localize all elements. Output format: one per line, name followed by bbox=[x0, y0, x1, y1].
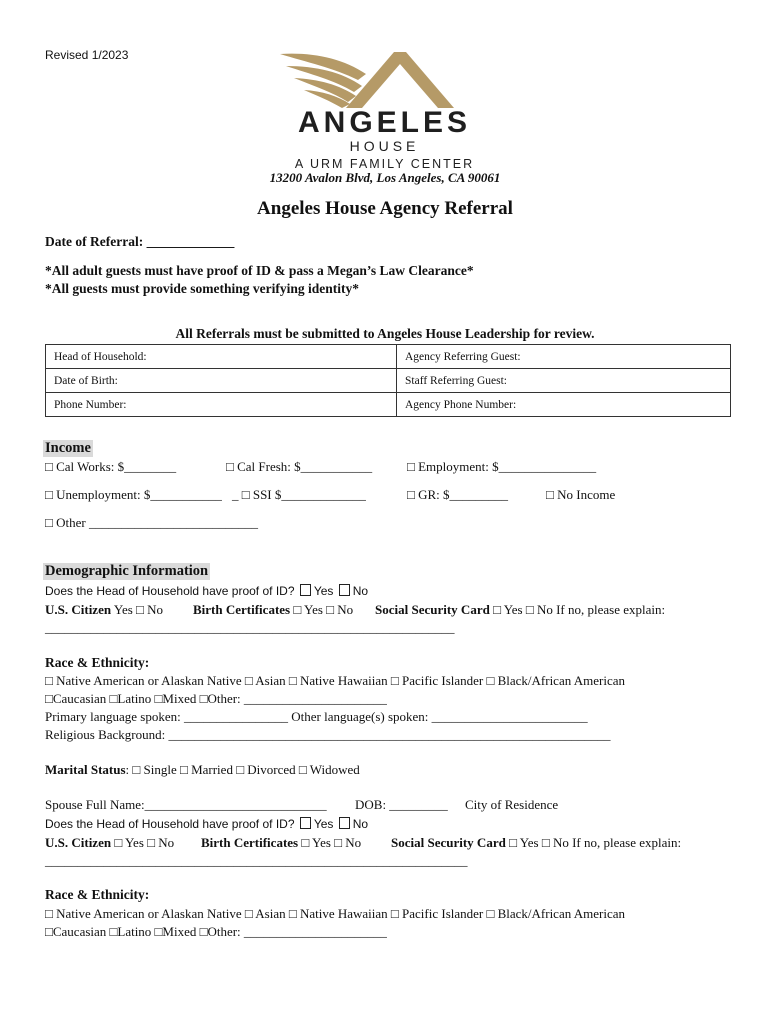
birth-cert-row bbox=[193, 602, 353, 618]
spouse-race-options-line-1[interactable]: □ Native American or Alaskan Native □ Asian □ Native Hawaiian □ Pacific Islander □ Black/African American bbox=[45, 906, 626, 921]
income-cal-works[interactable]: □ Cal Works: $________ bbox=[45, 459, 177, 474]
id-question: Does the Head of Household have proof of ID? bbox=[45, 584, 295, 598]
race-options-line-2[interactable]: □Caucasian □Latino □Mixed □Other: ______________________ bbox=[45, 691, 387, 706]
spouse-id-no-checkbox[interactable] bbox=[339, 817, 350, 829]
spouse-explain-line[interactable]: _________________________________________________________________ bbox=[45, 853, 468, 868]
head-of-household-cell[interactable]: Head of Household: bbox=[46, 345, 397, 369]
spouse-dob-field[interactable]: DOB: _________ bbox=[355, 797, 448, 812]
spouse-city-field[interactable]: City of Residence bbox=[465, 797, 559, 812]
spouse-id-question: Does the Head of Household have proof of ID? bbox=[45, 817, 295, 831]
birth-cert-label: Birth Certificates bbox=[193, 602, 291, 617]
spouse-race-options-line-2[interactable]: □Caucasian □Latino □Mixed □Other: ______________________ bbox=[45, 924, 387, 939]
citizen-label: U.S. Citizen bbox=[45, 602, 112, 617]
guest-info-table bbox=[45, 344, 731, 417]
logo-wordmark bbox=[262, 108, 507, 172]
income-other[interactable]: □ Other __________________________ bbox=[45, 515, 258, 530]
spouse-race-heading: Race & Ethnicity: bbox=[45, 887, 150, 902]
language-field[interactable]: Primary language spoken: ________________ Other language(s) spoken: ________________________ bbox=[45, 709, 588, 724]
demographic-heading: Demographic Information bbox=[45, 563, 209, 579]
race-heading: Race & Ethnicity: bbox=[45, 655, 150, 670]
race-options-line-1[interactable]: □ Native American or Alaskan Native □ Asian □ Native Hawaiian □ Pacific Islander □ Black/African American bbox=[45, 673, 626, 688]
logo-name: ANGELES bbox=[297, 106, 472, 139]
date-of-referral-field[interactable]: Date of Referral: _____________ bbox=[45, 234, 235, 249]
spouse-ssc-options[interactable]: □ Yes □ No If no, please explain: bbox=[509, 835, 682, 850]
explain-line[interactable]: _______________________________________________________________ bbox=[45, 620, 455, 635]
id-no-label: No bbox=[352, 584, 369, 598]
agency-referring-guest-cell[interactable]: Agency Referring Guest: bbox=[397, 345, 731, 369]
notice-id-clearance: *All adult guests must have proof of ID & pass a Megan’s Law Clearance* bbox=[45, 263, 474, 278]
citizen-row bbox=[45, 602, 163, 618]
notice-verify-identity: *All guests must provide something verifying identity* bbox=[45, 281, 360, 296]
income-ssi[interactable]: _ □ SSI $_____________ bbox=[232, 487, 366, 502]
date-of-birth-cell[interactable]: Date of Birth: bbox=[46, 369, 397, 393]
spouse-birth-cert-options[interactable]: □ Yes □ No bbox=[301, 835, 362, 850]
spouse-birth-cert-label: Birth Certificates bbox=[201, 835, 299, 850]
ssc-row bbox=[375, 602, 665, 618]
spouse-citizen-row bbox=[45, 835, 174, 851]
staff-referring-guest-cell[interactable]: Staff Referring Guest: bbox=[397, 369, 731, 393]
page-title: Angeles House Agency Referral bbox=[257, 198, 513, 219]
spouse-name-field[interactable]: Spouse Full Name:____________________________ bbox=[45, 797, 327, 812]
referral-note: All Referrals must be submitted to Angeles House Leadership for review. bbox=[175, 326, 595, 341]
citizen-options[interactable]: Yes □ No bbox=[113, 602, 164, 617]
spouse-ssc-label: Social Security Card bbox=[391, 835, 506, 850]
marital-status-options[interactable]: : □ Single □ Married □ Divorced □ Widowed bbox=[125, 762, 360, 777]
birth-cert-options[interactable]: □ Yes □ No bbox=[293, 602, 354, 617]
marital-status-row bbox=[45, 762, 360, 778]
income-heading: Income bbox=[45, 440, 91, 456]
table-row bbox=[46, 369, 731, 393]
address: 13200 Avalon Blvd, Los Angeles, CA 90061 bbox=[269, 170, 501, 185]
id-yes-checkbox[interactable] bbox=[300, 584, 311, 596]
logo-tagline: A URM FAMILY CENTER bbox=[294, 157, 475, 171]
income-none[interactable]: □ No Income bbox=[546, 487, 616, 502]
spouse-id-yes-label: Yes bbox=[313, 817, 334, 831]
marital-status-label: Marital Status bbox=[45, 762, 126, 777]
agency-phone-number-cell[interactable]: Agency Phone Number: bbox=[397, 393, 731, 417]
roof-shape bbox=[346, 52, 454, 108]
ssc-label: Social Security Card bbox=[375, 602, 490, 617]
spouse-ssc-row bbox=[391, 835, 681, 851]
income-cal-fresh[interactable]: □ Cal Fresh: $___________ bbox=[226, 459, 373, 474]
income-gr[interactable]: □ GR: $_________ bbox=[407, 487, 509, 502]
ssc-options[interactable]: □ Yes □ No If no, please explain: bbox=[493, 602, 666, 617]
spouse-citizen-label: U.S. Citizen bbox=[45, 835, 112, 850]
table-row bbox=[46, 345, 731, 369]
spouse-citizen-options[interactable]: □ Yes □ No bbox=[114, 835, 175, 850]
phone-number-cell[interactable]: Phone Number: bbox=[46, 393, 397, 417]
spouse-id-question-row bbox=[45, 817, 368, 831]
religion-field[interactable]: Religious Background: ____________________________________________________________________ bbox=[45, 727, 611, 742]
spouse-id-yes-checkbox[interactable] bbox=[300, 817, 311, 829]
spouse-birth-cert-row bbox=[201, 835, 361, 851]
income-unemployment[interactable]: □ Unemployment: $___________ bbox=[45, 487, 222, 502]
id-no-checkbox[interactable] bbox=[339, 584, 350, 596]
income-employment[interactable]: □ Employment: $_______________ bbox=[407, 459, 597, 474]
logo-sub: HOUSE bbox=[349, 138, 420, 154]
spouse-id-no-label: No bbox=[352, 817, 369, 831]
id-question-row bbox=[45, 584, 368, 598]
id-yes-label: Yes bbox=[313, 584, 334, 598]
revision-label: Revised 1/2023 bbox=[45, 48, 129, 62]
table-row bbox=[46, 393, 731, 417]
